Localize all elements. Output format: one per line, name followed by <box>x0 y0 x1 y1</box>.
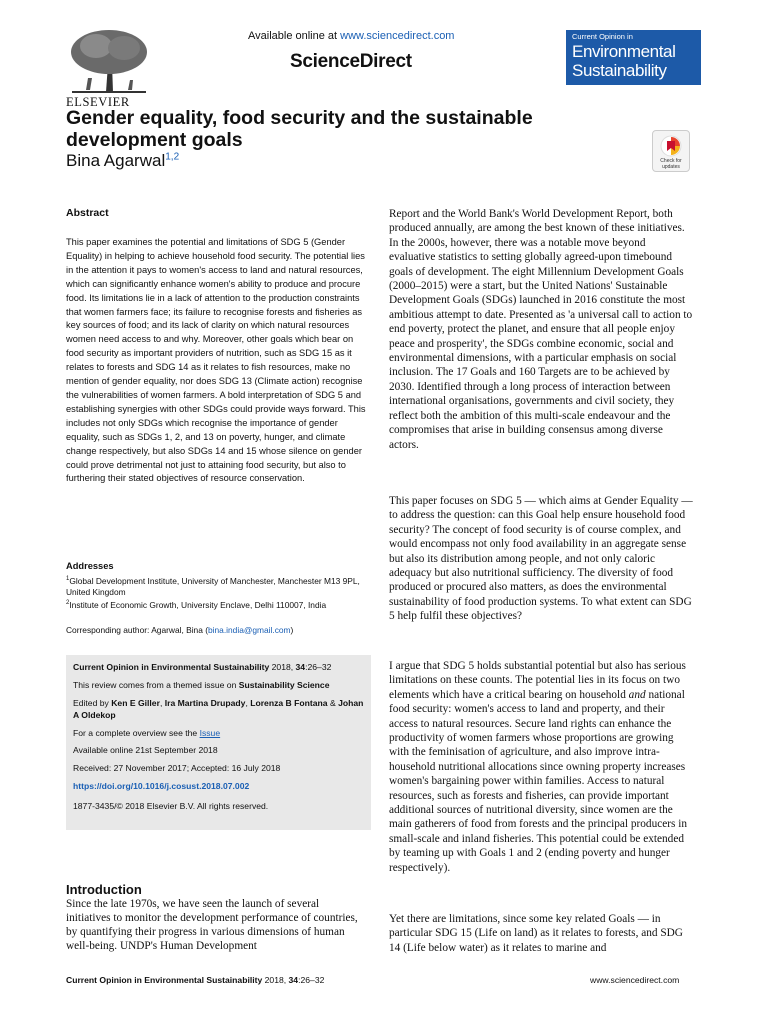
publisher-name: ELSEVIER <box>66 95 130 109</box>
author-email-link[interactable]: bina.india@gmail.com <box>208 625 291 635</box>
check-updates-icon <box>660 135 682 157</box>
sciencedirect-link[interactable]: www.sciencedirect.com <box>340 30 455 42</box>
info-journal-citation: Current Opinion in Environmental Sustainability 2018, 34:26–32 <box>73 662 332 672</box>
author-name: Bina Agarwal$^{1,2}$ <box>66 151 180 170</box>
introduction-text: Since the late 1970s, we have seen the launch of several initiatives to monitor the development performance of countries, by quantifying their progress in various dimensions of human well-being. UNDP's Human Development <box>66 898 358 952</box>
address-2: $^2$Institute of Economic Growth, University Enclave, Delhi 110007, India <box>66 599 327 610</box>
check-updates-label: Check for updates <box>660 158 682 170</box>
info-copyright: 1877-3435/© 2018 Elsevier B.V. All rights reserved. <box>73 801 269 811</box>
elsevier-tree-logo <box>66 26 152 94</box>
footer-citation: Current Opinion in Environmental Sustainability 2018, 34:26–32 <box>66 975 325 985</box>
available-online: Available online at www.sciencedirect.com <box>248 30 455 42</box>
body-paragraph-2: This paper focuses on SDG 5 — which aims at Gender Equality — to address the question: can this Goal help ensure household food security? The concept of food security is of course complex, and would encompass not only food availability in an aggregate sense but also its distribution among people, and not only caloric adequacy but also nutritional sufficiency. The diversity of food produced or procured also matters, as does the environmental sustainability of food production systems. To what extent can SDG 5 help fulfil these objectives? <box>389 495 693 623</box>
addresses-heading: Addresses <box>66 561 114 571</box>
journal-badge-line3: Sustainability <box>572 61 667 80</box>
corresponding-author: Corresponding author: Agarwal, Bina (bina.india@gmail.com) <box>66 625 294 635</box>
author-affiliation-refs[interactable]: 1,2 <box>165 151 180 163</box>
body-paragraph-4: Yet there are limitations, since some key related Goals — in particular SDG 15 (Life on land) as it relates to forests, and SDG 14 (Life below water) as it relates to marine and <box>389 913 683 954</box>
abstract-text: This paper examines the potential and limitations of SDG 5 (Gender Equality) in helping to achieve household food security. The potential lies in the attention it pays to women's access to land and natural resources, which can significantly enhance women's ability to produce and procure food. Its limitations lie in a lack of attention to the production constraints that women farmers face; its failure to recognise forests and fisheries as key sources of food; and its lack of clarity on which natural resources women need access to and why. Moreover, other goals which bear on food security as important providers of nutrition, such as SDG 15 as it relates to forests and SDG 14 as it relates to fish resources, make no mention of gender equality, nor does SDG 13 (Climate action) recognise the vulnerabilities of women farmers. A bold interpretation of SDG 5 and establishing synergies with other SDGs could provide ways forward. This includes not only SDGs which recognise the importance of gender equality, such as SDGs 1, 2, and 13 on poverty, hunger, and climate change respectively, but also SDGs 14 and 15 whose silence on gender could prove detrimental not just to attaining food security, but also to furthering their stated objectives of resource conservation. <box>66 237 366 484</box>
article-title: Gender equality, food security and the sustainable development goals <box>66 107 533 151</box>
journal-badge-line2: Environmental <box>572 42 676 61</box>
info-available-date: Available online 21st September 2018 <box>73 745 218 755</box>
address-1: $^1$Global Development Institute, University of Manchester, Manchester M13 9PL, United Kingdom <box>66 575 360 598</box>
body-paragraph-3: I argue that SDG 5 holds substantial potential but also has serious limitations on these counts. The potential lies in its focus on two elements which have a critical bearing on household and national food security: women's access to land and property, and their access to natural resources. Secure land rights can enhance the productivity of women farmers whose proportions are growing with the feminisation of agriculture, and also improve intra-household nutritional allocations since owning property increases women's bargaining power within families. Access to natural resources, such as forests and fisheries, can provide important additional sources of nutritional diversity, since women are the main gatherers of food from forests and the principal producers in small-scale and inland fisheries. This potential could be extended by teaming up with Goals 1 and 2 (ending poverty and hunger respectively). <box>389 660 688 874</box>
footer-url[interactable]: www.sciencedirect.com <box>590 975 680 985</box>
info-theme: This review comes from a themed issue on Sustainability Science <box>73 680 330 690</box>
check-for-updates-button[interactable] <box>652 130 690 172</box>
issue-link[interactable]: Issue <box>199 728 221 738</box>
abstract-heading: Abstract <box>66 207 109 219</box>
info-received-accepted: Received: 27 November 2017; Accepted: 16 July 2018 <box>73 763 281 773</box>
journal-badge-line1: Current Opinion in <box>572 32 633 41</box>
info-overview: For a complete overview see the Issue <box>73 728 221 738</box>
doi-link[interactable]: https://doi.org/10.1016/j.cosust.2018.07.002 <box>73 781 250 791</box>
journal-cover-badge <box>566 30 701 85</box>
info-editors: Edited by Ken E Giller, Ira Martina Drupady, Lorenza B Fontana & Johan A Oldekop <box>73 698 364 720</box>
introduction-heading: Introduction <box>66 882 142 897</box>
article-info-box <box>66 655 371 830</box>
body-paragraph-1: Report and the World Bank's World Development Report, both produced annually, are among the best known of these initiatives. In the 2000s, however, there was a notable move beyond evaluative statistics to setting globally agreed-upon timebound goals of development. The eight Millennium Development Goals (2000–2015) were a start, but the United Nations' Sustainable Development Goals (SDGs) launched in 2016 constitute the most ambitious attempt to date. Presented as 'a universal call to action to end poverty, protect the planet, and ensure that all people enjoy peace and prosperity', the SDGs combine economic, social and environmental dimensions, with a particular emphasis on social inclusion. The 17 Goals and 160 Targets are to be achieved by 2030. Identified through a long process of interaction between international organisations, governments and civil society, they reflect both the ambition of this multi-scale endeavour and the compromises that arise in building consensus among diverse actors. <box>389 208 693 451</box>
sciencedirect-brand: ScienceDirect <box>290 51 412 72</box>
